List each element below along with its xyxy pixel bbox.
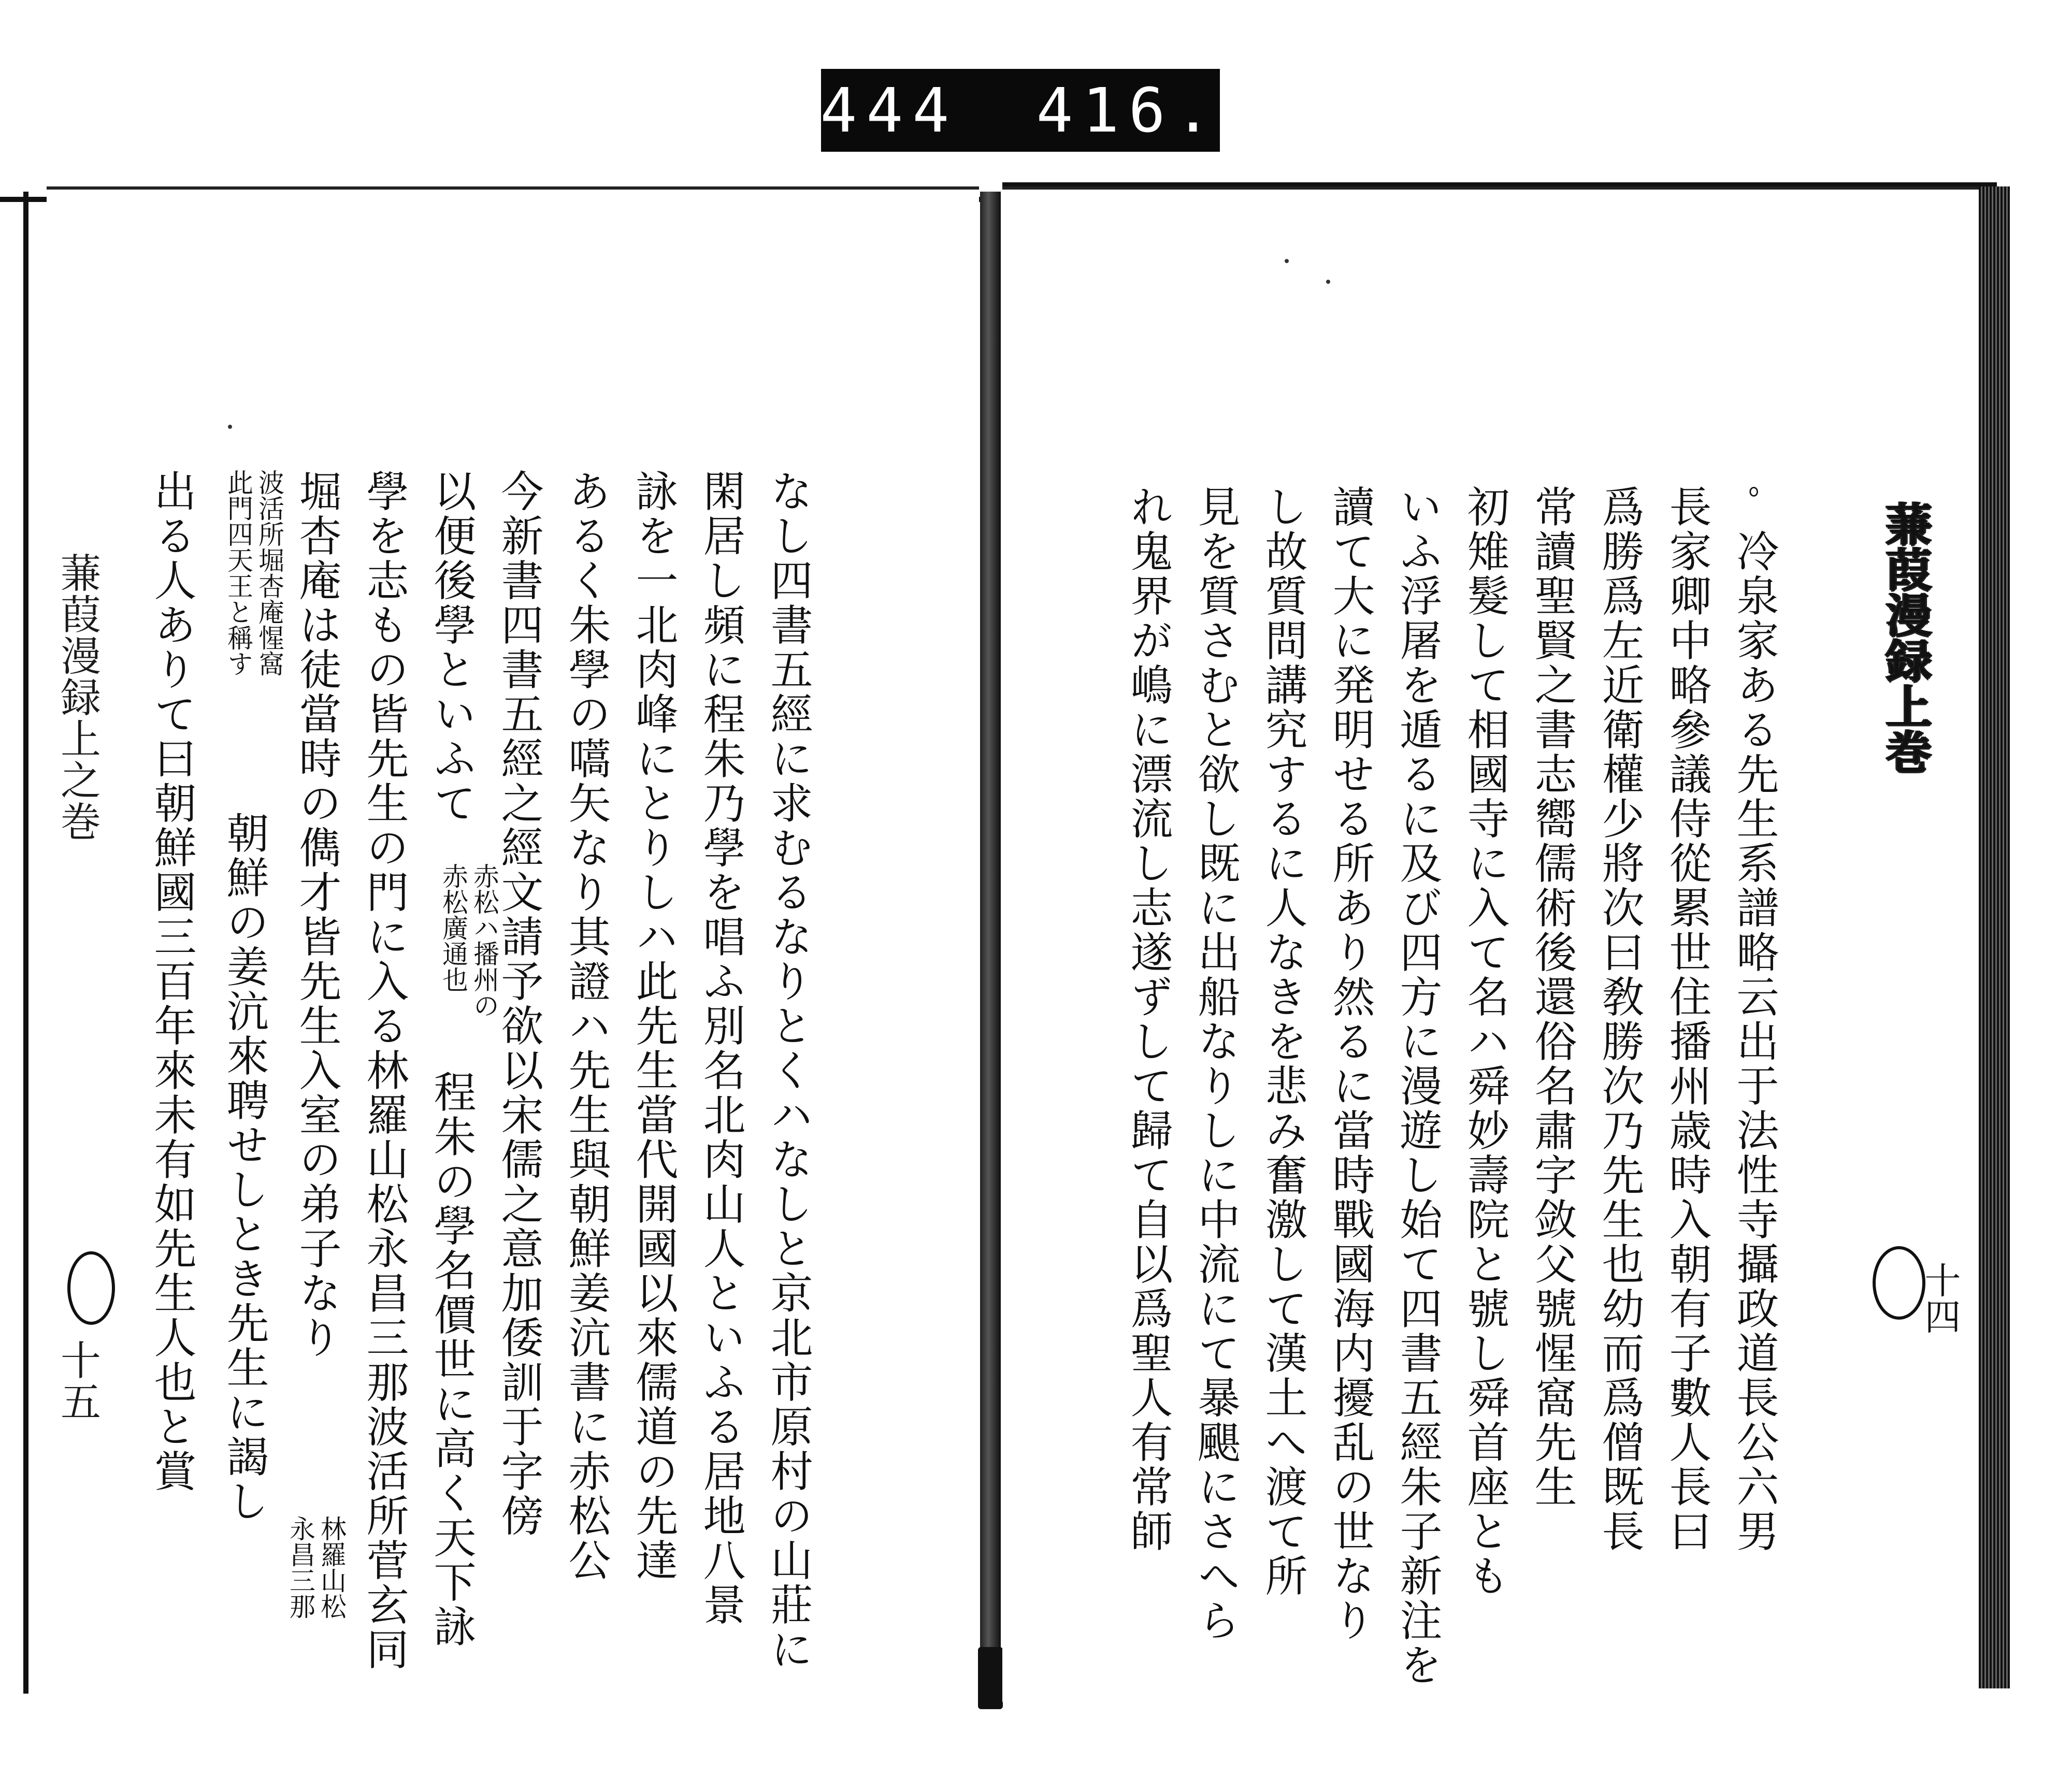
- left-page-folio: 十五: [54, 1339, 100, 1422]
- left-col-6: 以便後學といふて: [427, 469, 476, 826]
- paper-speck: [1285, 259, 1289, 263]
- note-hayashi-line-2: 永昌三那: [285, 1515, 315, 1619]
- left-col-10: 出る人ありて曰朝鮮國三百年來未有如先生人也と賞: [147, 469, 196, 1494]
- archive-number-right: 416.: [1036, 75, 1221, 146]
- left-col-1: なし四書五經に求むるなりとくハなしと京北市原村の山莊に: [764, 469, 813, 1672]
- right-book-edge: [1979, 186, 2010, 1688]
- right-col-4: 常讀聖賢之書志嚮儒術後還俗名肅字敛父號惺窩先生: [1528, 485, 1577, 1509]
- left-col-2: 閑居し頻に程朱乃學を唱ふ別名北肉山人といふる居地八景: [696, 469, 745, 1627]
- left-col-9: 朝鮮の姜沆來聘せしとき先生に謁し: [220, 811, 269, 1524]
- top-edge-right: [1002, 182, 1997, 186]
- left-col-7: 學を志もの皆先生の門に入る林羅山松永昌三那波活所菅玄同: [359, 469, 409, 1672]
- note-akamatsu-line-2: 赤松廣通也: [438, 863, 468, 992]
- right-page-folio: 十四: [1919, 1262, 1961, 1334]
- note-akamatsu-line-1: 赤松ハ播州の: [469, 863, 499, 1018]
- left-col-3: 詠を一北肉峰にとりしハ此先生當代開國以來儒道の先達: [629, 469, 678, 1583]
- note-akamatsu: [438, 863, 500, 1018]
- left-col-8: 堀杏庵は徒當時の儁才皆先生入室の弟子なり: [292, 469, 341, 1360]
- right-page-title: 蒹葭漫録上巻: [1879, 500, 1933, 774]
- archive-number-left: 444: [820, 75, 959, 146]
- right-page: [1002, 186, 1981, 1702]
- left-col-5: 今新書四書五經之經文請予欲以宋儒之意加倭訓于字傍: [494, 469, 543, 1538]
- left-page: [47, 186, 979, 1697]
- left-col-6-continued: 程朱の學名價世に高く天下詠: [427, 1070, 476, 1649]
- right-col-5: 初雉髮して相國寺に入て名ハ舜妙壽院と號し舜首座とも: [1460, 485, 1509, 1598]
- note-four-kings-line-1: 波活所堀杏庵惺窩: [254, 469, 284, 676]
- book-spine: [980, 192, 1001, 1652]
- left-page-title: 蒹葭漫録上之巻: [54, 552, 100, 842]
- right-col-10: れ鬼界が嶋に漂流し志遂ずして歸て自以爲聖人有常師: [1124, 485, 1173, 1554]
- right-col-9: 見を質さむと欲し既に出船なりしに中流にて暴颶にさへら: [1191, 485, 1240, 1643]
- right-col-8: し故質問講究するに人なきを悲み奮激して漢土へ渡て所: [1258, 485, 1307, 1598]
- right-col-1: ﾟ冷泉家ある先生系譜略云出于法性寺攝政道長公六男: [1730, 485, 1779, 1554]
- paper-speck: [1326, 280, 1330, 284]
- right-col-6: いふ浮屠を遁るに及び四方に漫遊し始て四書五經朱子新注を: [1393, 485, 1442, 1687]
- note-hayashi-line-1: 林羅山松: [316, 1515, 347, 1619]
- right-col-7: 讀て大に発明せる所あり然るに當時戰國海内擾乱の世なり: [1326, 485, 1375, 1643]
- spine-tassel: [978, 1647, 1003, 1709]
- paper-speck: [228, 425, 232, 429]
- note-four-kings-line-2: 此門四天王と稱す: [223, 469, 253, 676]
- note-hayashi: [285, 1515, 347, 1619]
- binding-hole-mark: [67, 1251, 115, 1325]
- right-col-3: 爲勝爲左近衛權少將次曰敎勝次乃先生也幼而爲僧既長: [1595, 485, 1644, 1554]
- note-four-kings: [223, 469, 285, 676]
- left-col-4: あるく朱學の嚆矢なり其證ハ先生與朝鮮姜沆書に赤松公: [562, 469, 611, 1583]
- open-book: [0, 176, 2020, 1709]
- right-col-2: 長家卿中略參議侍從累世住播州歳時入朝有子數人長曰: [1662, 485, 1711, 1554]
- archive-number-tag: [821, 69, 1220, 152]
